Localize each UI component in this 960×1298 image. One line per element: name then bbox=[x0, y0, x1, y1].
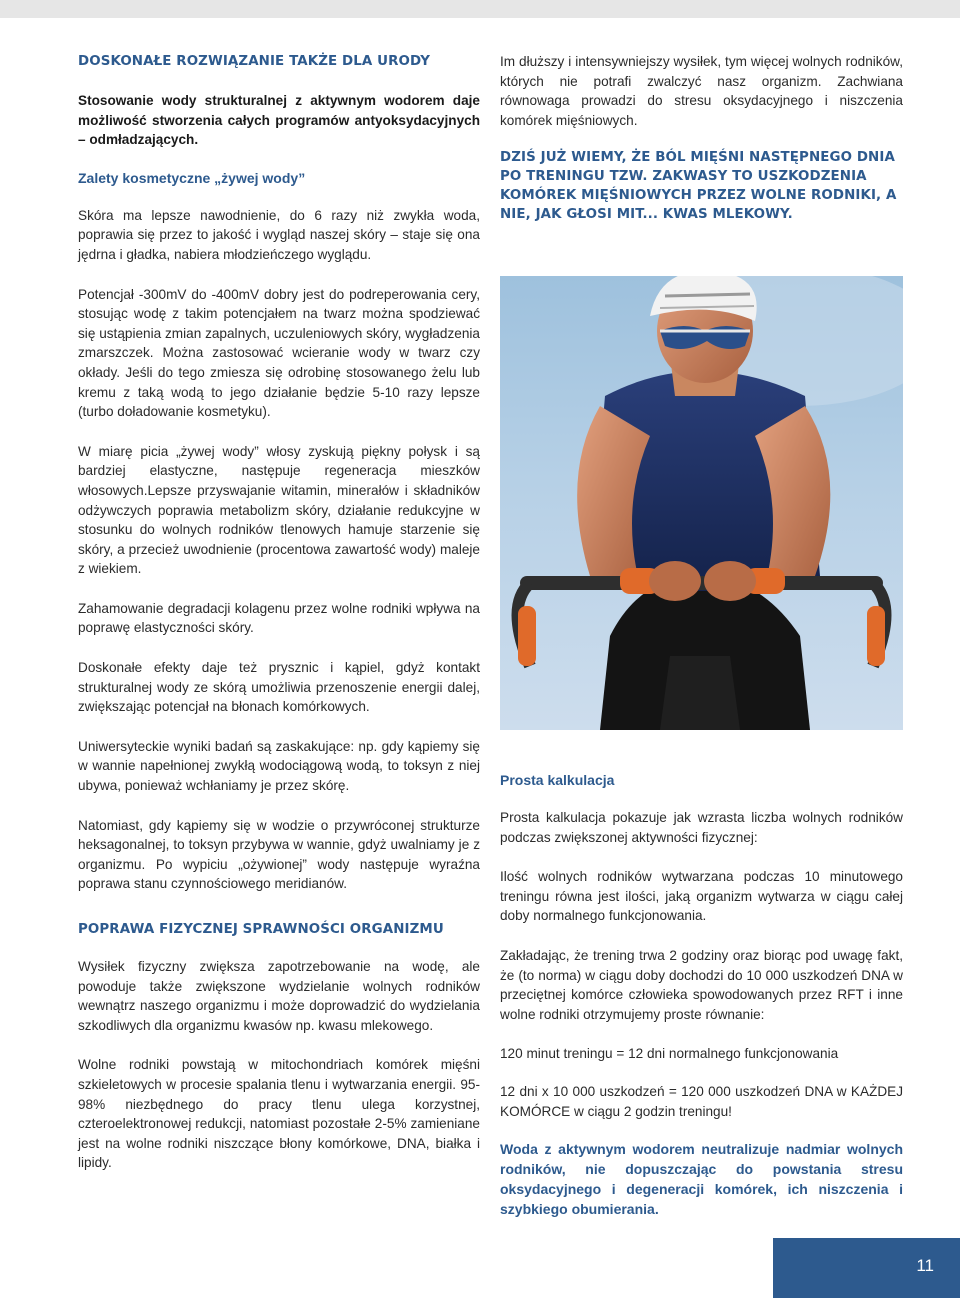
paragraph-collagen: Zahamowanie degradacji kolagenu przez wolne rodniki wpływa na poprawę elastyczności skóry. bbox=[78, 600, 480, 636]
paragraph-bath: Doskonałe efekty daje też prysznic i kąpiel, gdyż kontakt strukturalnej wody ze skórą umożliwia przenoszenie energii dalej, zwiększając potencjał na błonach komórkowych. bbox=[78, 660, 480, 715]
page-number: 11 bbox=[916, 1256, 934, 1275]
paragraph-hair: W miarę picia „żywej wody” włosy zyskują piękny połysk i są bardziej elastyczne, następuje regeneracja mieszków włosowych.Lepsze przyswajanie witamin, minerałów i składników odżywczych poprawia metabolizm skóry, działanie redukcyjne w stosunku do wolnych rodników tlenowych hamuje starzenie się skóry, a przecież uwodnienie (procentowa zawartość wody) maleje z wiekiem. bbox=[78, 443, 480, 577]
right-column-top bbox=[500, 52, 903, 224]
paragraph-calculation: Prosta kalkulacja pokazuje jak wzrasta liczba wolnych rodników podczas zwiększonej aktywności fizycznej: bbox=[500, 810, 903, 845]
intro-paragraph: Stosowanie wody strukturalnej z aktywnym wodorem daje możliwość stworzenia całych programów antyoksydacyjnych – odmładzających. bbox=[78, 93, 480, 148]
heading-muscle-pain: DZIŚ JUŻ WIEMY, ŻE BÓL MIĘŚNI NASTĘPNEGO DNIA PO TRENINGU TZW. ZAKWASY TO USZKODZENIA KOMÓREK MIĘŚNIOWYCH PRZEZ WOLNE RODNIKI, A NIE, JAK GŁOSI MIT... KWAS MLEKOWY. bbox=[500, 150, 897, 223]
right-column-bottom bbox=[500, 770, 903, 1219]
paragraph-potential: Potencjał -300mV do -400mV dobry jest do podreperowania cery, stosując wodę z takim potencjałem na twarz można spodziewać się ustąpienia zmian zapalnych, uczuleniowych skóry, wygładzenia zmarszczek. Można zastosować wcieranie wody w twarz czy okłady. Jeśli do tego zmiesza się odrobinę stosowanego żelu lub kremu z taką wodą to jego działanie będzie 5-10 razy lepsze (turbo doładowanie kosmetyku). bbox=[78, 286, 480, 420]
heading-beauty: DOSKONAŁE ROZWIĄZANIE TAKŻE DLA URODY bbox=[78, 54, 430, 69]
left-column bbox=[78, 52, 480, 1173]
equation-days: 120 minut treningu = 12 dni normalnego funkcjonowania bbox=[500, 1046, 839, 1062]
subheading-calculation: Prosta kalkulacja bbox=[500, 772, 615, 788]
paragraph-hydration: Skóra ma lepsze nawodnienie, do 6 razy niż zwykła woda, poprawia się przez to jakość i wygląd naszej skóry – staje się ona jędrna i gładka, nabiera młodzieńczego wyglądu. bbox=[78, 207, 480, 262]
cyclist-photo bbox=[500, 276, 903, 730]
subheading-cosmetic: Zalety kosmetyczne „żywej wody” bbox=[78, 169, 306, 186]
equation-damage: 12 dni x 10 000 uszkodzeń = 120 000 uszkodzeń DNA w KAŻDEJ KOMÓRCE w ciągu 2 godzin treningu! bbox=[500, 1083, 903, 1119]
conclusion-paragraph: Woda z aktywnym wodorem neutralizuje nadmiar wolnych rodników, nie dopuszczając do powstania stresu oksydacyjnego i degeneracji komórek, ich niszczenia i szybkiego obumierania. bbox=[500, 1141, 903, 1218]
page-number-box bbox=[773, 1238, 960, 1298]
paragraph-effort: Wysiłek fizyczny zwiększa zapotrzebowanie na wodę, ale powoduje także zwiększone wydzielanie wolnych rodników wewnątrz naszego organizmu i może doprowadzić do wydzielania szkodliwych dla organizmu kwasów np. kwasu mlekowego. bbox=[78, 959, 480, 1033]
paragraph-research: Uniwersyteckie wyniki badań są zaskakujące: np. gdy kąpiemy się w wannie napełnionej zwykłą wodociągową wodą, to toksyn z niej ubywa, ponieważ wchłaniamy je przez skórę. bbox=[78, 738, 480, 794]
top-bar bbox=[0, 0, 960, 18]
heading-fitness: POPRAWA FIZYCZNEJ SPRAWNOŚCI ORGANIZMU bbox=[78, 922, 444, 937]
paragraph-hexagonal: Natomiast, gdy kąpiemy się w wodzie o przywróconej strukturze heksagonalnej, to toksyn przybywa w wannie, gdyż uwalniamy je z organizmu. Po wypiciu „ożywionej” wody następuje wyraźna poprawa stanu czynnościowego meridianów. bbox=[78, 817, 480, 892]
paragraph-assumption: Zakładając, że trening trwa 2 godziny oraz biorąc pod uwagę fakt, że (to norma) w ciągu doby dochodzi do 10 000 uszkodzeń DNA w przeciętnej komórce człowieka spowodowanych przez RFT i inne wolne rodniki otrzymujemy proste równanie: bbox=[500, 947, 903, 1022]
paragraph-ten-minutes: Ilość wolnych rodników wytwarzana podczas 10 minutowego treningu równa jest ilości, jaką organizm wytwarza w ciągu całej doby normalnego funkcjonowania. bbox=[500, 869, 903, 924]
paragraph-intensity: Im dłuższy i intensywniejszy wysiłek, tym więcej wolnych rodników, których nie potrafi zwalczyć nasz organizm. Zachwiana równowaga prowadzi do stresu oksydacyjnego i niszczenia komórek mięśniowych. bbox=[500, 54, 903, 128]
paragraph-radicals: Wolne rodniki powstają w mitochondriach komórek mięśni szkieletowych w procesie spalania tlenu i wytwarzania energii. 95-98% niezbędnego do pracy tlenu ulega korzystnej, czteroelektronowej redukcji, natomiast pozostałe 2-5% zamieniane jest na wolne rodniki niszczące błony komórkowe, DNA, białka i lipidy. bbox=[78, 1057, 480, 1171]
